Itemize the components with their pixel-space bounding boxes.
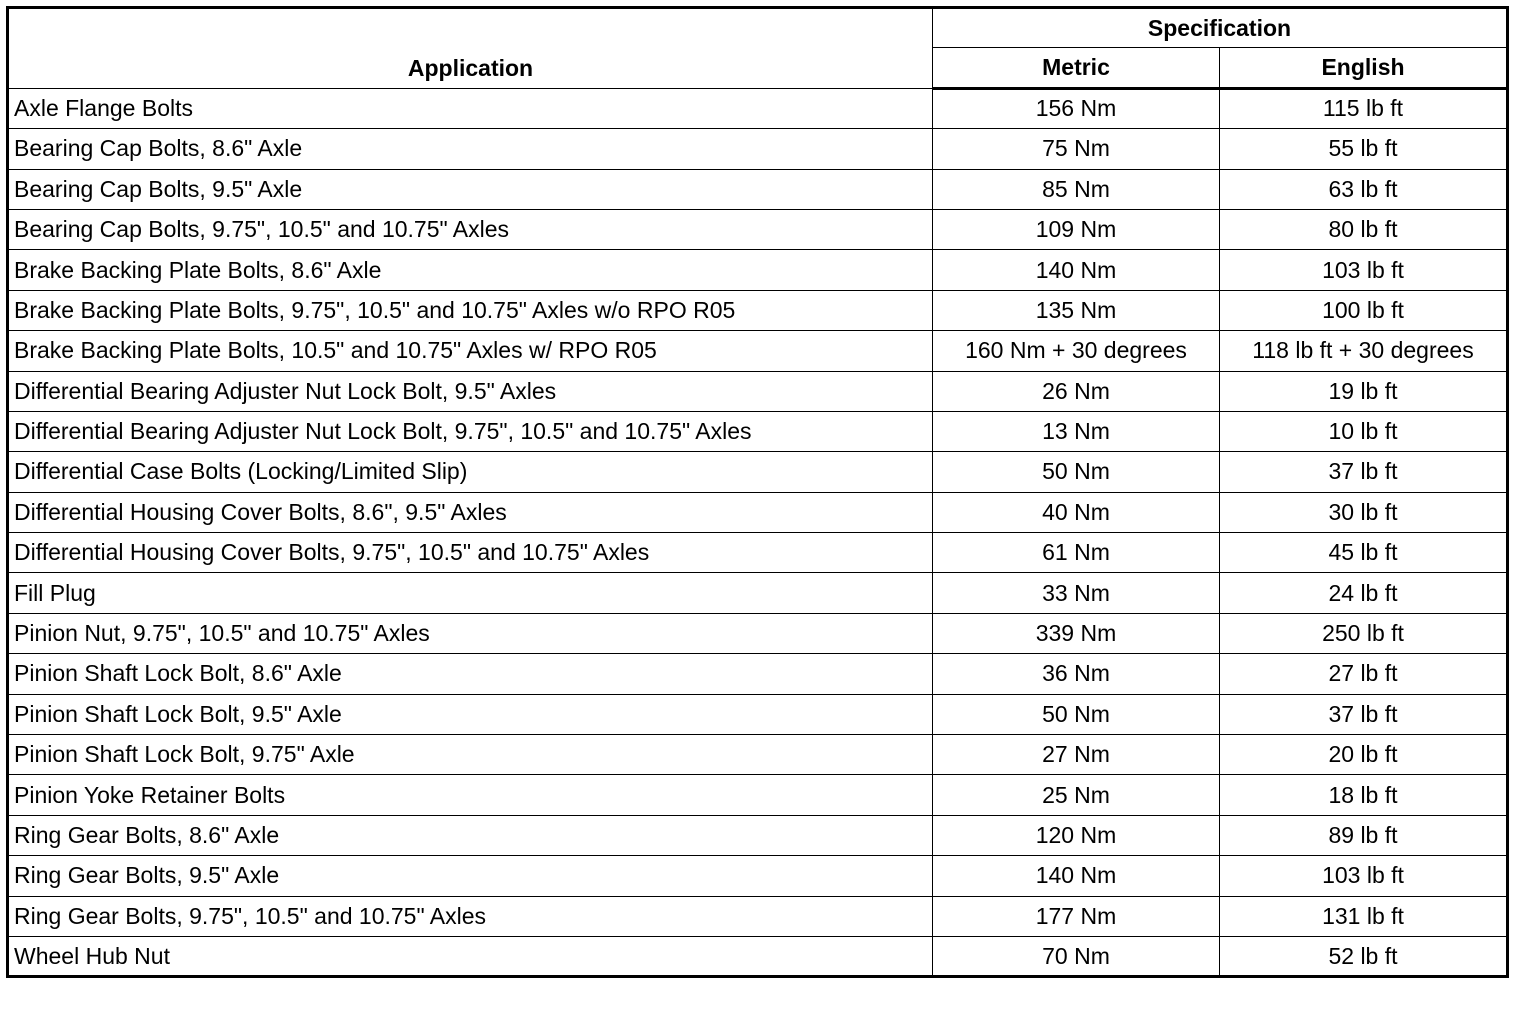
metric-cell: 61 Nm: [933, 533, 1220, 573]
metric-cell: 36 Nm: [933, 654, 1220, 694]
english-cell: 80 lb ft: [1220, 209, 1508, 249]
table-row: [8, 88, 1508, 128]
table-row: [8, 815, 1508, 855]
application-cell: Ring Gear Bolts, 9.75", 10.5" and 10.75" Axles: [8, 896, 933, 936]
metric-header: Metric: [933, 48, 1220, 88]
application-cell: Fill Plug: [8, 573, 933, 613]
metric-cell: 177 Nm: [933, 896, 1220, 936]
application-cell: Pinion Shaft Lock Bolt, 9.75" Axle: [8, 735, 933, 775]
metric-cell: 160 Nm + 30 degrees: [933, 331, 1220, 371]
application-cell: Pinion Yoke Retainer Bolts: [8, 775, 933, 815]
table-row: [8, 290, 1508, 330]
application-cell: Bearing Cap Bolts, 8.6" Axle: [8, 129, 933, 169]
application-cell: Ring Gear Bolts, 8.6" Axle: [8, 815, 933, 855]
table-row: [8, 250, 1508, 290]
english-cell: 103 lb ft: [1220, 250, 1508, 290]
table-row: [8, 613, 1508, 653]
application-cell: Pinion Nut, 9.75", 10.5" and 10.75" Axles: [8, 613, 933, 653]
application-cell: Differential Housing Cover Bolts, 8.6", 9.5" Axles: [8, 492, 933, 532]
table-row: [8, 735, 1508, 775]
english-cell: 115 lb ft: [1220, 88, 1508, 128]
metric-cell: 33 Nm: [933, 573, 1220, 613]
torque-spec-table: [6, 6, 1509, 978]
application-cell: Pinion Shaft Lock Bolt, 8.6" Axle: [8, 654, 933, 694]
english-cell: 250 lb ft: [1220, 613, 1508, 653]
english-cell: 37 lb ft: [1220, 452, 1508, 492]
table-row: [8, 896, 1508, 936]
application-cell: Wheel Hub Nut: [8, 936, 933, 976]
metric-cell: 140 Nm: [933, 250, 1220, 290]
english-header: English: [1220, 48, 1508, 88]
english-cell: 55 lb ft: [1220, 129, 1508, 169]
english-cell: 37 lb ft: [1220, 694, 1508, 734]
application-cell: Differential Housing Cover Bolts, 9.75", 10.5" and 10.75" Axles: [8, 533, 933, 573]
english-cell: 24 lb ft: [1220, 573, 1508, 613]
metric-cell: 70 Nm: [933, 936, 1220, 976]
english-cell: 10 lb ft: [1220, 411, 1508, 451]
table-row: [8, 533, 1508, 573]
table-row: [8, 654, 1508, 694]
table-header: [8, 8, 1508, 89]
table-row: [8, 694, 1508, 734]
metric-cell: 140 Nm: [933, 856, 1220, 896]
application-cell: Differential Bearing Adjuster Nut Lock Bolt, 9.5" Axles: [8, 371, 933, 411]
metric-cell: 50 Nm: [933, 694, 1220, 734]
table-row: [8, 936, 1508, 976]
english-cell: 30 lb ft: [1220, 492, 1508, 532]
application-cell: Axle Flange Bolts: [8, 88, 933, 128]
metric-cell: 25 Nm: [933, 775, 1220, 815]
english-cell: 89 lb ft: [1220, 815, 1508, 855]
english-cell: 118 lb ft + 30 degrees: [1220, 331, 1508, 371]
application-cell: Pinion Shaft Lock Bolt, 9.5" Axle: [8, 694, 933, 734]
metric-cell: 339 Nm: [933, 613, 1220, 653]
application-header: Application: [8, 8, 933, 89]
table-row: [8, 492, 1508, 532]
english-cell: 27 lb ft: [1220, 654, 1508, 694]
metric-cell: 109 Nm: [933, 209, 1220, 249]
english-cell: 63 lb ft: [1220, 169, 1508, 209]
metric-cell: 26 Nm: [933, 371, 1220, 411]
table-row: [8, 856, 1508, 896]
table-row: [8, 452, 1508, 492]
metric-cell: 50 Nm: [933, 452, 1220, 492]
english-cell: 52 lb ft: [1220, 936, 1508, 976]
application-cell: Differential Case Bolts (Locking/Limited Slip): [8, 452, 933, 492]
metric-cell: 13 Nm: [933, 411, 1220, 451]
application-cell: Differential Bearing Adjuster Nut Lock Bolt, 9.75", 10.5" and 10.75" Axles: [8, 411, 933, 451]
table-row: [8, 411, 1508, 451]
english-cell: 18 lb ft: [1220, 775, 1508, 815]
table-row: [8, 169, 1508, 209]
header-row-top: [8, 8, 1508, 48]
metric-cell: 75 Nm: [933, 129, 1220, 169]
application-cell: Brake Backing Plate Bolts, 10.5" and 10.75" Axles w/ RPO R05: [8, 331, 933, 371]
table-row: [8, 129, 1508, 169]
metric-cell: 156 Nm: [933, 88, 1220, 128]
english-cell: 131 lb ft: [1220, 896, 1508, 936]
application-cell: Brake Backing Plate Bolts, 9.75", 10.5" and 10.75" Axles w/o RPO R05: [8, 290, 933, 330]
metric-cell: 40 Nm: [933, 492, 1220, 532]
application-cell: Bearing Cap Bolts, 9.75", 10.5" and 10.75" Axles: [8, 209, 933, 249]
english-cell: 45 lb ft: [1220, 533, 1508, 573]
application-cell: Ring Gear Bolts, 9.5" Axle: [8, 856, 933, 896]
english-cell: 100 lb ft: [1220, 290, 1508, 330]
metric-cell: 135 Nm: [933, 290, 1220, 330]
metric-cell: 120 Nm: [933, 815, 1220, 855]
table-body: [8, 88, 1508, 977]
metric-cell: 85 Nm: [933, 169, 1220, 209]
table-row: [8, 209, 1508, 249]
table-row: [8, 573, 1508, 613]
english-cell: 19 lb ft: [1220, 371, 1508, 411]
english-cell: 20 lb ft: [1220, 735, 1508, 775]
table-row: [8, 331, 1508, 371]
application-cell: Brake Backing Plate Bolts, 8.6" Axle: [8, 250, 933, 290]
english-cell: 103 lb ft: [1220, 856, 1508, 896]
table-row: [8, 371, 1508, 411]
metric-cell: 27 Nm: [933, 735, 1220, 775]
table-row: [8, 775, 1508, 815]
specification-header: Specification: [933, 8, 1508, 48]
application-cell: Bearing Cap Bolts, 9.5" Axle: [8, 169, 933, 209]
